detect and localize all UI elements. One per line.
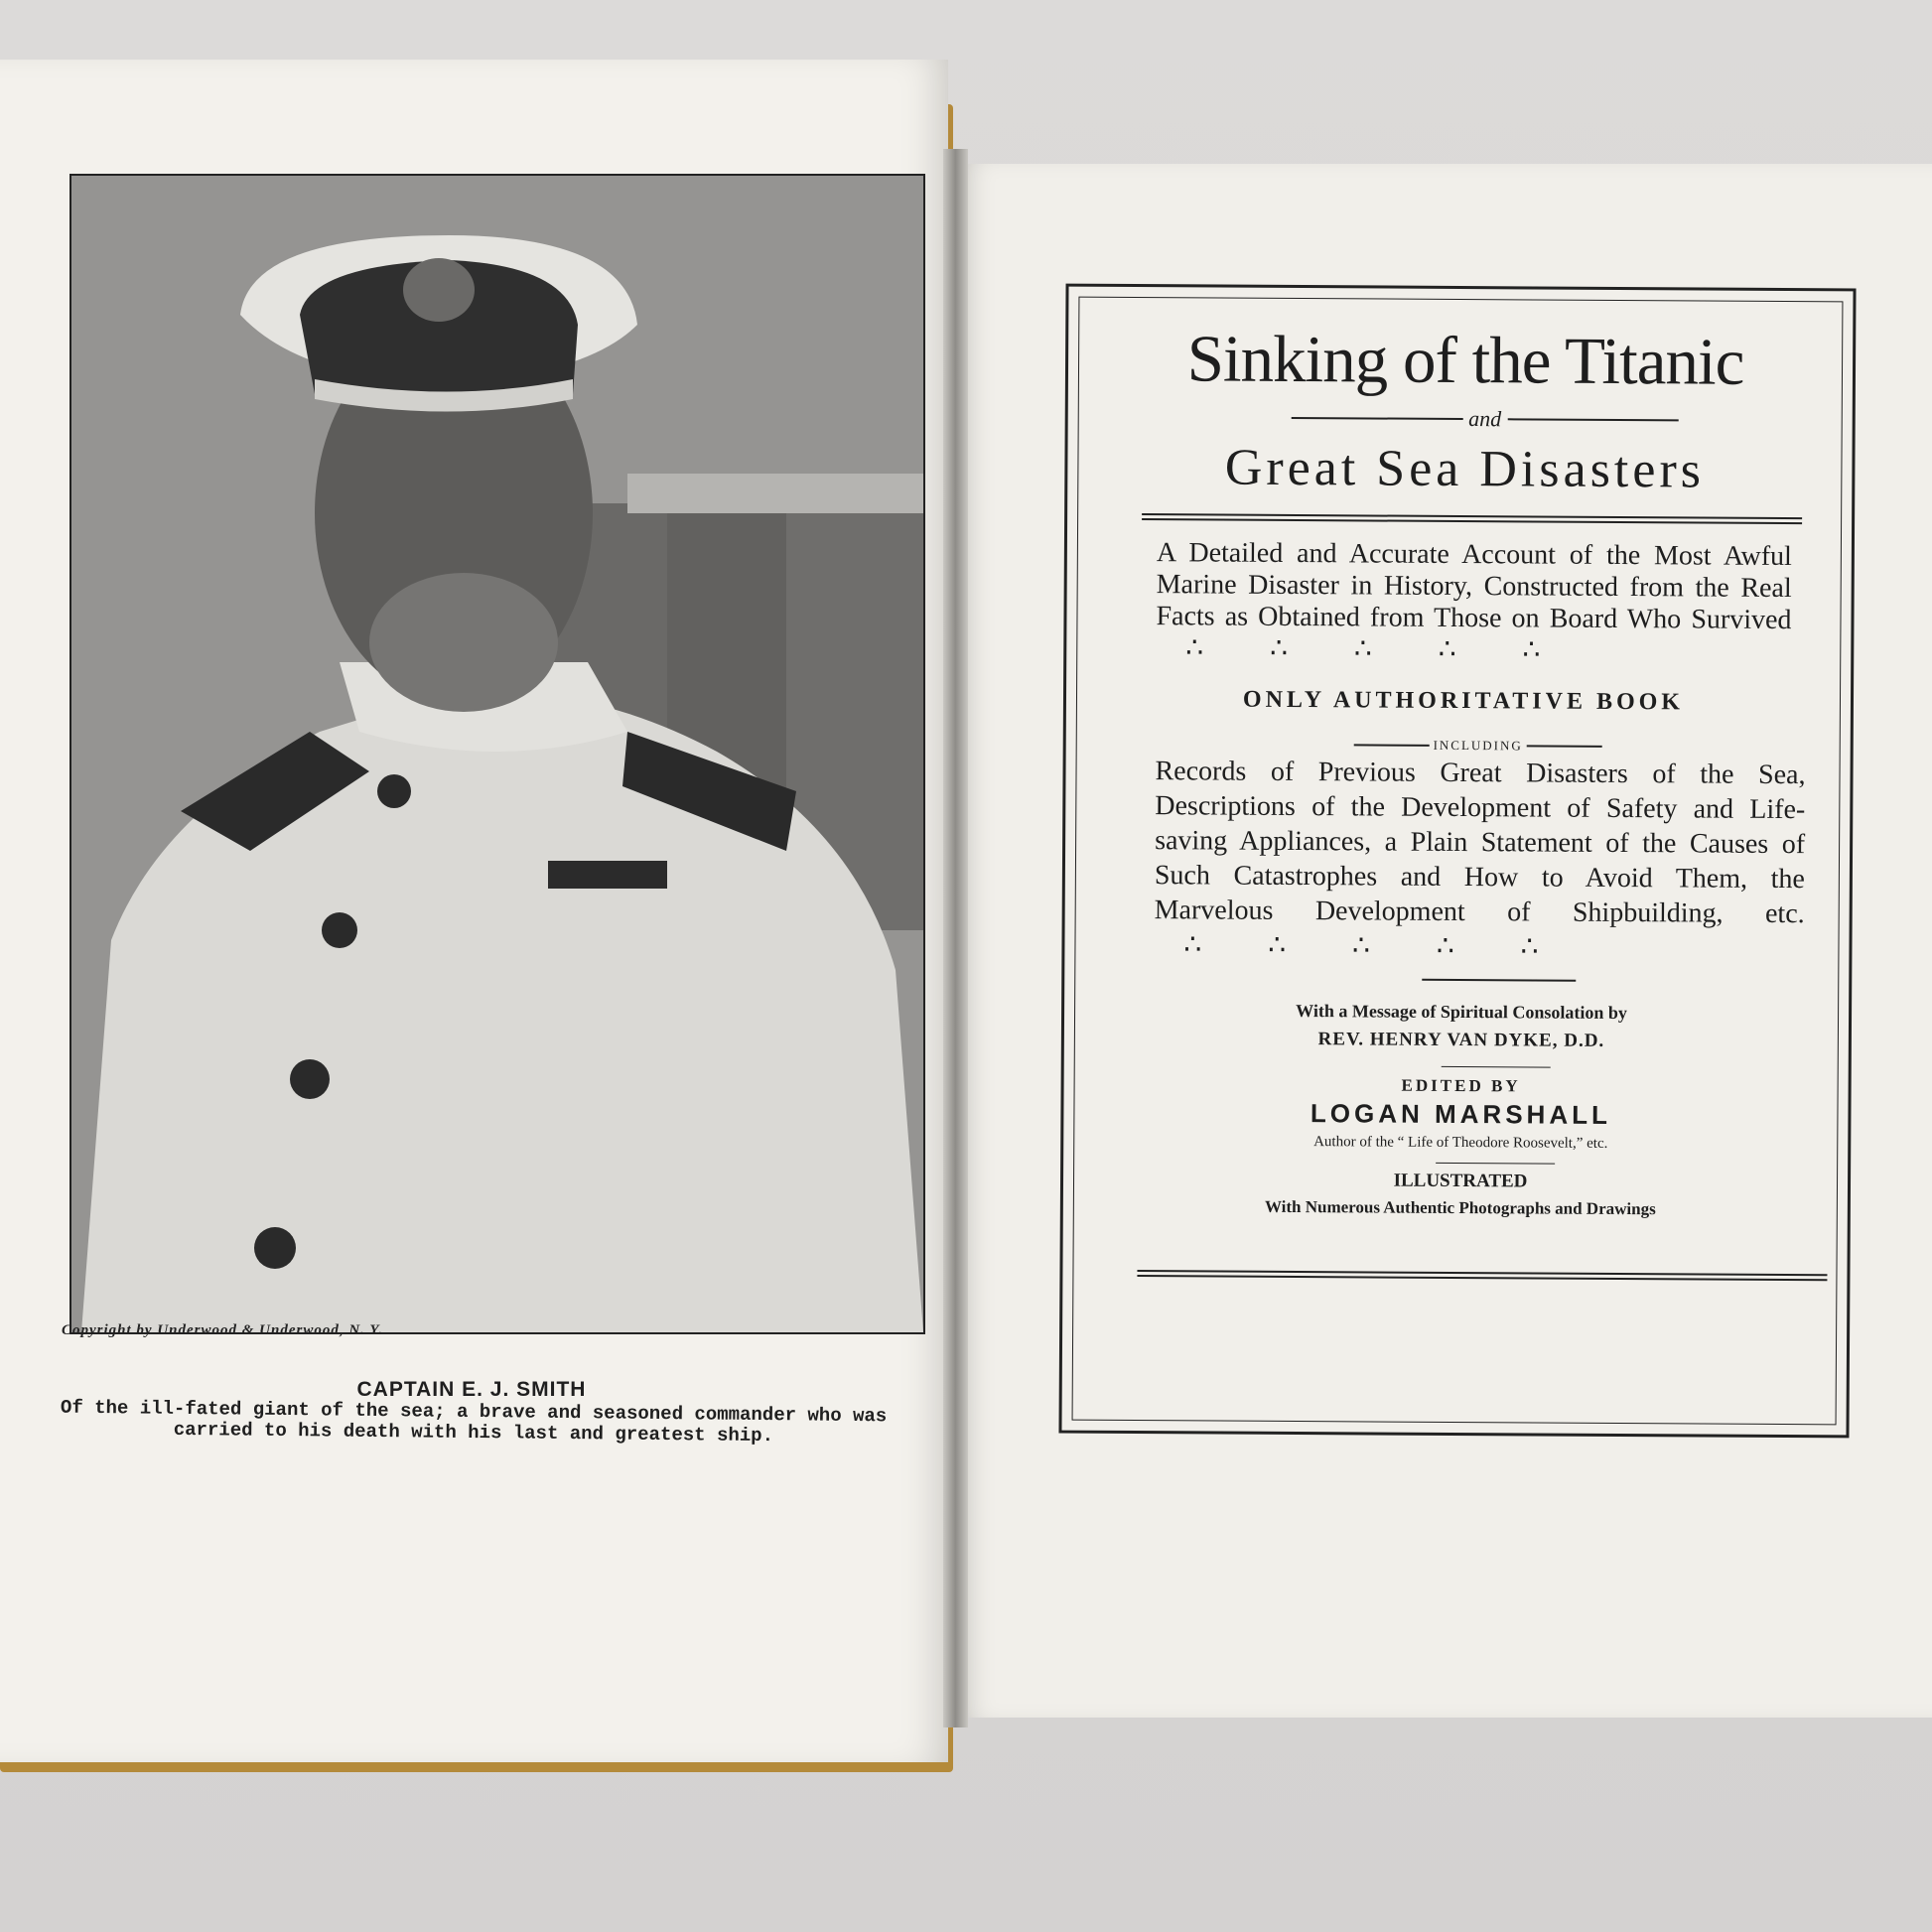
contents-block — [1154, 754, 1805, 966]
double-rule-bottom — [1137, 1270, 1827, 1281]
book-gutter — [943, 149, 968, 1727]
short-divider-3 — [1436, 1163, 1555, 1165]
double-rule-top — [1142, 513, 1802, 524]
photo-credit: Copyright by Underwood & Underwood, N. Y. — [62, 1322, 384, 1338]
including-row — [1354, 737, 1602, 755]
description-block — [1156, 537, 1792, 668]
editor-name: LOGAN MARSHALL — [1310, 1098, 1612, 1130]
divider-rule — [1507, 418, 1679, 421]
book-subtitle: Great Sea Disasters — [1224, 439, 1706, 499]
title-connector: and — [1468, 406, 1502, 432]
book-title: Sinking of the Titanic — [1186, 322, 1744, 399]
captain-portrait-photo — [69, 174, 925, 1334]
edited-by-label: EDITED BY — [1401, 1075, 1521, 1096]
divider-rule — [1292, 417, 1463, 420]
caption-body: Of the ill-fated giant of the sea; a brave and seasoned commander who was carried to his death with his last and greatest ship. — [60, 1396, 888, 1448]
message-line: With a Message of Spiritual Consolation by — [1296, 1001, 1627, 1024]
message-author: REV. HENRY VAN DYKE, D.D. — [1317, 1029, 1605, 1051]
ornament-dots: ∴ ∴ ∴ ∴ ∴ — [1185, 632, 1571, 666]
title-connector-row — [1292, 405, 1679, 433]
ornament-dots-2: ∴ ∴ ∴ ∴ ∴ — [1183, 929, 1569, 963]
including-label: INCLUDING — [1433, 737, 1523, 754]
editor-credit: Author of the “ Life of Theodore Roosevelt,” etc. — [1313, 1134, 1608, 1152]
divider-rule — [1354, 744, 1430, 746]
contents-text: Records of Previous Great Disasters of the Sea, Descriptions of the Development of Safety and Life-saving Appliances, a Plain Statement of the Causes of Such Catastrophes and How to Avoid Them, the Marvelous Development of Shipbuilding, etc. — [1154, 756, 1806, 930]
authoritative-claim: ONLY AUTHORITATIVE BOOK — [1242, 686, 1685, 716]
divider-rule — [1527, 745, 1602, 747]
description-text: A Detailed and Accurate Account of the Most Awful Marine Disaster in History, Constructed from the Real Facts as Obtained from Those on Board Who Survived — [1156, 537, 1792, 636]
title-page-frame — [1058, 284, 1856, 1439]
caption-title: CAPTAIN E. J. SMITH — [356, 1378, 587, 1401]
short-divider-2 — [1442, 1066, 1551, 1068]
illustrated-note: With Numerous Authentic Photographs and Drawings — [1264, 1196, 1656, 1219]
short-divider — [1422, 979, 1576, 982]
illustrated-label: ILLUSTRATED — [1393, 1170, 1528, 1192]
